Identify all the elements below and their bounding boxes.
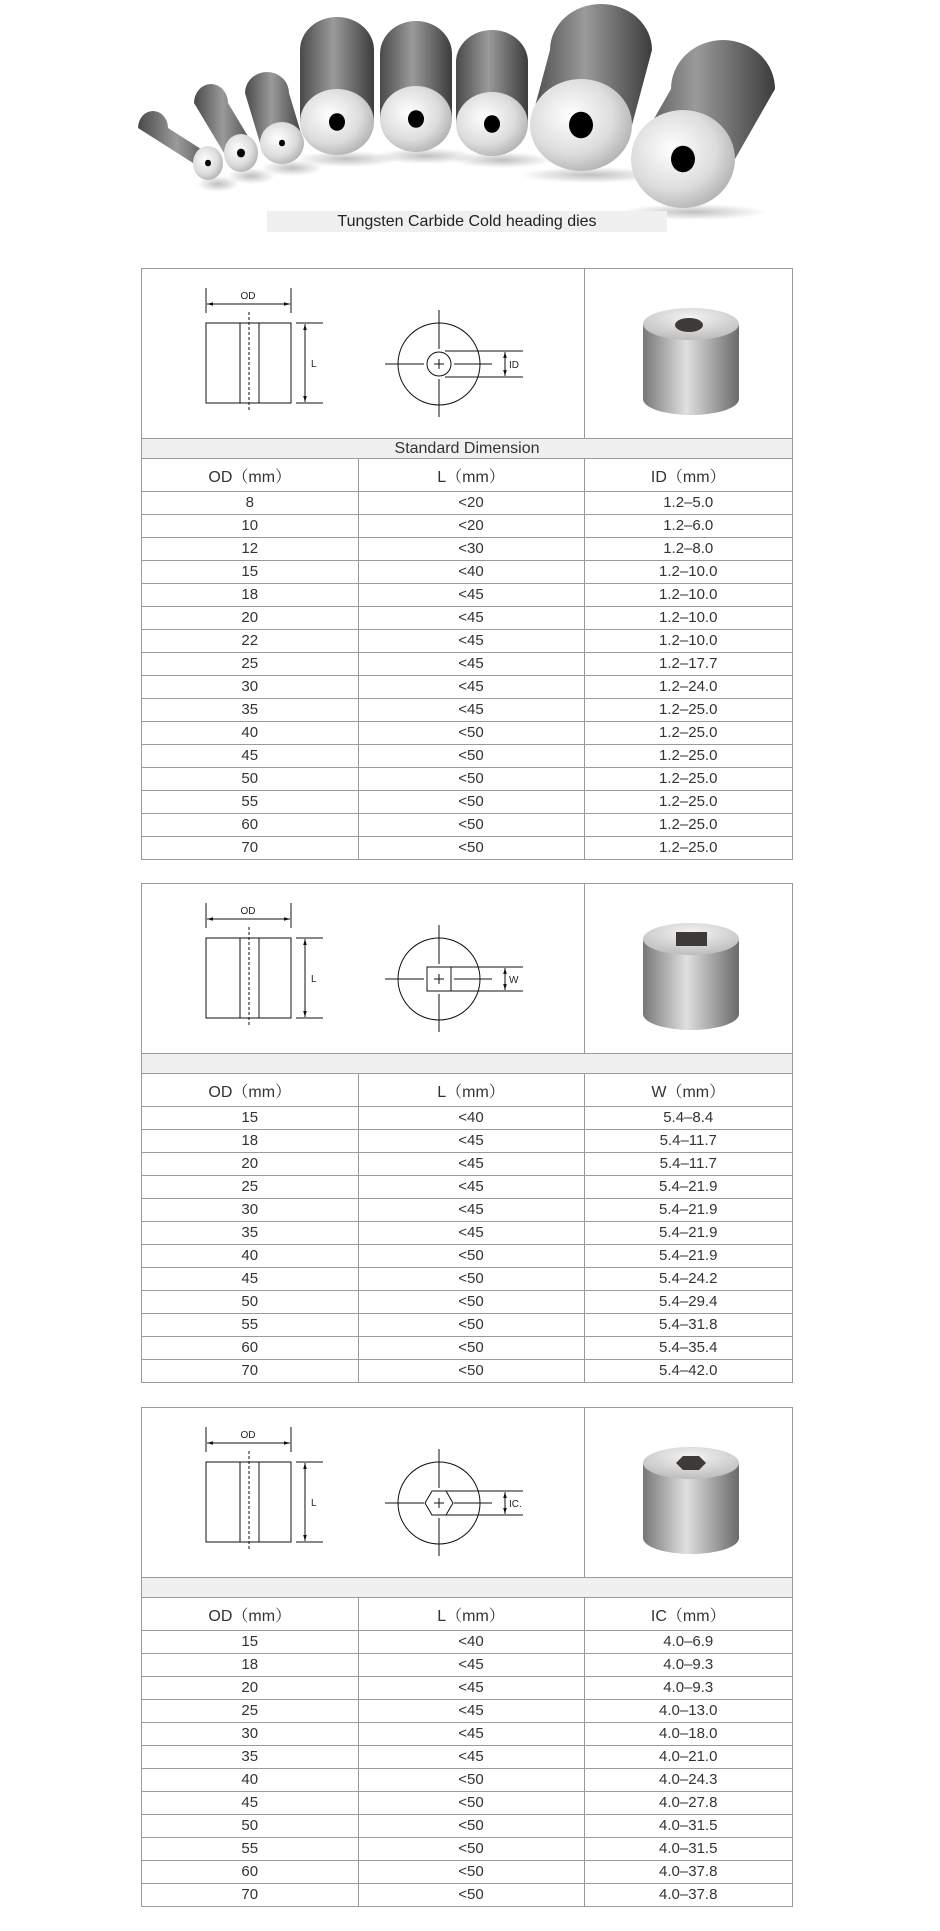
cell-hole: 1.2–25.0	[584, 722, 792, 745]
cell-l: <45	[358, 1654, 584, 1677]
cell-od: 60	[142, 1337, 358, 1360]
cell-hole: 1.2–25.0	[584, 745, 792, 768]
cell-od: 45	[142, 745, 358, 768]
cell-l: <50	[358, 1815, 584, 1838]
cell-hole: 5.4–11.7	[584, 1130, 792, 1153]
diagram-row	[142, 1408, 792, 1578]
cell-hole: 5.4–21.9	[584, 1176, 792, 1199]
cell-hole: 4.0–24.3	[584, 1769, 792, 1792]
hole-size-label: ID	[509, 360, 519, 371]
cell-hole: 5.4–11.7	[584, 1153, 792, 1176]
column-divider	[584, 884, 585, 1053]
cell-l: <50	[358, 1792, 584, 1815]
table-row	[142, 1884, 792, 1907]
cell-l: <50	[358, 1291, 584, 1314]
cell-od: 25	[142, 1700, 358, 1723]
technical-drawing	[142, 1408, 792, 1578]
cell-l: <20	[358, 515, 584, 538]
cell-l: <50	[358, 1245, 584, 1268]
cell-od: 35	[142, 1746, 358, 1769]
round-hole	[675, 318, 703, 332]
die-bore	[279, 140, 285, 147]
die-3d-icon	[643, 1447, 739, 1554]
cell-od: 55	[142, 1838, 358, 1861]
hole-size-label: W	[509, 975, 519, 986]
cell-hole: 5.4–35.4	[584, 1337, 792, 1360]
cell-l: <50	[358, 1861, 584, 1884]
l-label: L	[311, 1498, 317, 1509]
hole-size-label: IC.	[509, 1499, 522, 1510]
od-label: OD	[240, 906, 256, 917]
table-row	[142, 492, 792, 515]
cell-l: <45	[358, 1199, 584, 1222]
table-row	[142, 1360, 792, 1383]
table-row	[142, 1861, 792, 1884]
front-view-drawing	[385, 310, 523, 417]
table-row	[142, 1631, 792, 1654]
table-row	[142, 1245, 792, 1268]
cell-hole: 1.2–25.0	[584, 791, 792, 814]
table-row	[142, 1337, 792, 1360]
front-view-drawing	[385, 1449, 523, 1556]
cell-l: <45	[358, 653, 584, 676]
cell-od: 45	[142, 1792, 358, 1815]
cell-od: 50	[142, 1291, 358, 1314]
cell-od: 15	[142, 1631, 358, 1654]
table-row	[142, 1268, 792, 1291]
table-row	[142, 676, 792, 699]
table-row	[142, 1107, 792, 1130]
cell-l: <45	[358, 630, 584, 653]
cell-l: <50	[358, 1314, 584, 1337]
l-label: L	[311, 974, 317, 985]
table-row	[142, 791, 792, 814]
header-id: ID（mm）	[584, 459, 792, 492]
cell-od: 40	[142, 722, 358, 745]
die-bore	[205, 160, 211, 167]
cell-l: <40	[358, 561, 584, 584]
cell-hole: 1.2–24.0	[584, 676, 792, 699]
standard-dimension-band: Standard Dimension	[142, 439, 792, 459]
table-row	[142, 699, 792, 722]
cell-od: 35	[142, 699, 358, 722]
cell-hole: 5.4–29.4	[584, 1291, 792, 1314]
table-row	[142, 1769, 792, 1792]
cell-hole: 4.0–31.5	[584, 1838, 792, 1861]
table-row	[142, 1130, 792, 1153]
table-row	[142, 1792, 792, 1815]
blank-band	[142, 1578, 792, 1598]
cell-hole: 5.4–31.8	[584, 1314, 792, 1337]
spec-table-round-hole	[141, 268, 793, 860]
cell-l: <45	[358, 1153, 584, 1176]
cell-hole: 1.2–10.0	[584, 630, 792, 653]
spec-table-hex-hole	[141, 1407, 793, 1907]
cell-l: <50	[358, 1769, 584, 1792]
cell-l: <45	[358, 607, 584, 630]
cell-hole: 4.0–9.3	[584, 1654, 792, 1677]
die-3d-icon	[643, 923, 739, 1030]
cell-hole: 1.2–25.0	[584, 768, 792, 791]
die-bore	[329, 113, 345, 131]
blank-band	[142, 1054, 792, 1074]
cell-hole: 5.4–42.0	[584, 1360, 792, 1383]
cell-hole: 1.2–17.7	[584, 653, 792, 676]
table-row	[142, 1314, 792, 1337]
cell-od: 50	[142, 768, 358, 791]
header-od: OD（mm）	[142, 1074, 358, 1107]
table-row	[142, 538, 792, 561]
table-row	[142, 1199, 792, 1222]
cell-od: 10	[142, 515, 358, 538]
cell-od: 30	[142, 676, 358, 699]
dimension-table	[142, 1074, 792, 1382]
column-divider	[584, 1408, 585, 1577]
cell-od: 12	[142, 538, 358, 561]
cell-hole: 1.2–5.0	[584, 492, 792, 515]
header-row	[142, 1074, 792, 1107]
dimension-table	[142, 459, 792, 859]
table-row	[142, 1700, 792, 1723]
cell-l: <30	[358, 538, 584, 561]
cell-hole: 4.0–13.0	[584, 1700, 792, 1723]
table-row	[142, 515, 792, 538]
cell-hole: 1.2–10.0	[584, 607, 792, 630]
cell-od: 55	[142, 791, 358, 814]
cell-hole: 5.4–21.9	[584, 1222, 792, 1245]
cell-l: <50	[358, 1838, 584, 1861]
table-row	[142, 837, 792, 860]
table-row	[142, 1677, 792, 1700]
header-od: OD（mm）	[142, 1598, 358, 1631]
cell-od: 20	[142, 1677, 358, 1700]
table-row	[142, 1838, 792, 1861]
die-bore	[671, 146, 695, 172]
side-view-drawing	[206, 903, 323, 1027]
cell-l: <50	[358, 722, 584, 745]
table-row	[142, 722, 792, 745]
header-row	[142, 459, 792, 492]
cell-hole: 4.0–6.9	[584, 1631, 792, 1654]
cell-l: <50	[358, 1360, 584, 1383]
side-view-drawing	[206, 1427, 323, 1551]
header-l: L（mm）	[358, 1074, 584, 1107]
table-row	[142, 1654, 792, 1677]
cell-hole: 4.0–21.0	[584, 1746, 792, 1769]
cell-hole: 4.0–37.8	[584, 1861, 792, 1884]
header-l: L（mm）	[358, 459, 584, 492]
cell-hole: 1.2–10.0	[584, 561, 792, 584]
cell-l: <45	[358, 1677, 584, 1700]
cell-od: 22	[142, 630, 358, 653]
header-ic: IC（mm）	[584, 1598, 792, 1631]
product-caption: Tungsten Carbide Cold heading dies	[267, 211, 667, 232]
cell-hole: 1.2–25.0	[584, 814, 792, 837]
cell-od: 70	[142, 837, 358, 860]
cell-hole: 5.4–8.4	[584, 1107, 792, 1130]
table-row	[142, 584, 792, 607]
cell-l: <50	[358, 745, 584, 768]
cell-hole: 4.0–9.3	[584, 1677, 792, 1700]
table-row	[142, 1723, 792, 1746]
square-hole	[676, 932, 707, 946]
cell-l: <45	[358, 676, 584, 699]
cell-od: 45	[142, 1268, 358, 1291]
cell-od: 8	[142, 492, 358, 515]
cell-od: 60	[142, 1861, 358, 1884]
cell-hole: 4.0–37.8	[584, 1884, 792, 1907]
cell-hole: 4.0–18.0	[584, 1723, 792, 1746]
cell-l: <45	[358, 584, 584, 607]
cell-hole: 1.2–25.0	[584, 837, 792, 860]
spec-table-square-hole	[141, 883, 793, 1383]
dimension-table	[142, 1598, 792, 1906]
front-view-drawing	[385, 925, 523, 1032]
cell-l: <40	[358, 1107, 584, 1130]
cell-od: 15	[142, 1107, 358, 1130]
table-row	[142, 653, 792, 676]
cell-od: 25	[142, 653, 358, 676]
cell-hole: 1.2–8.0	[584, 538, 792, 561]
cell-l: <45	[358, 1723, 584, 1746]
cell-hole: 5.4–24.2	[584, 1268, 792, 1291]
table-row	[142, 607, 792, 630]
table-row	[142, 1291, 792, 1314]
cell-l: <50	[358, 837, 584, 860]
cell-l: <45	[358, 1700, 584, 1723]
cell-l: <50	[358, 1268, 584, 1291]
cell-hole: 4.0–27.8	[584, 1792, 792, 1815]
side-view-drawing	[206, 288, 323, 412]
cell-od: 50	[142, 1815, 358, 1838]
diagram-row	[142, 269, 792, 439]
technical-drawing	[142, 884, 792, 1054]
header-l: L（mm）	[358, 1598, 584, 1631]
table-row	[142, 630, 792, 653]
table-row	[142, 1815, 792, 1838]
cell-od: 15	[142, 561, 358, 584]
cell-od: 40	[142, 1769, 358, 1792]
table-row	[142, 768, 792, 791]
cell-l: <45	[358, 1130, 584, 1153]
cell-od: 70	[142, 1360, 358, 1383]
cell-od: 35	[142, 1222, 358, 1245]
table-row	[142, 561, 792, 584]
cell-l: <50	[358, 791, 584, 814]
table-row	[142, 1222, 792, 1245]
cell-l: <50	[358, 814, 584, 837]
die-bore	[569, 112, 593, 138]
cell-od: 60	[142, 814, 358, 837]
technical-drawing	[142, 269, 792, 439]
cell-hole: 5.4–21.9	[584, 1245, 792, 1268]
cell-od: 40	[142, 1245, 358, 1268]
die-bore	[484, 115, 500, 133]
cell-od: 20	[142, 1153, 358, 1176]
od-label: OD	[240, 291, 256, 302]
cell-hole: 1.2–10.0	[584, 584, 792, 607]
cell-l: <45	[358, 699, 584, 722]
die-bore	[408, 110, 424, 128]
cell-l: <40	[358, 1631, 584, 1654]
column-divider	[584, 269, 585, 438]
cell-od: 25	[142, 1176, 358, 1199]
cell-od: 30	[142, 1723, 358, 1746]
die-bore	[237, 149, 245, 158]
cell-od: 20	[142, 607, 358, 630]
cell-hole: 1.2–25.0	[584, 699, 792, 722]
cell-l: <45	[358, 1222, 584, 1245]
cell-od: 55	[142, 1314, 358, 1337]
table-row	[142, 1153, 792, 1176]
table-row	[142, 1746, 792, 1769]
cell-l: <45	[358, 1176, 584, 1199]
l-label: L	[311, 359, 317, 370]
table-row	[142, 1176, 792, 1199]
od-label: OD	[240, 1430, 256, 1441]
header-row	[142, 1598, 792, 1631]
diagram-row	[142, 884, 792, 1054]
cell-od: 18	[142, 1130, 358, 1153]
cell-od: 18	[142, 1654, 358, 1677]
header-od: OD（mm）	[142, 459, 358, 492]
cell-od: 70	[142, 1884, 358, 1907]
table-row	[142, 745, 792, 768]
header-w: W（mm）	[584, 1074, 792, 1107]
table-row	[142, 814, 792, 837]
cell-l: <50	[358, 768, 584, 791]
die-3d-icon	[643, 308, 739, 415]
cell-hole: 5.4–21.9	[584, 1199, 792, 1222]
cell-hole: 4.0–31.5	[584, 1815, 792, 1838]
cell-l: <45	[358, 1746, 584, 1769]
cell-l: <50	[358, 1884, 584, 1907]
cell-od: 30	[142, 1199, 358, 1222]
cell-hole: 1.2–6.0	[584, 515, 792, 538]
cell-l: <20	[358, 492, 584, 515]
cell-od: 18	[142, 584, 358, 607]
cell-l: <50	[358, 1337, 584, 1360]
